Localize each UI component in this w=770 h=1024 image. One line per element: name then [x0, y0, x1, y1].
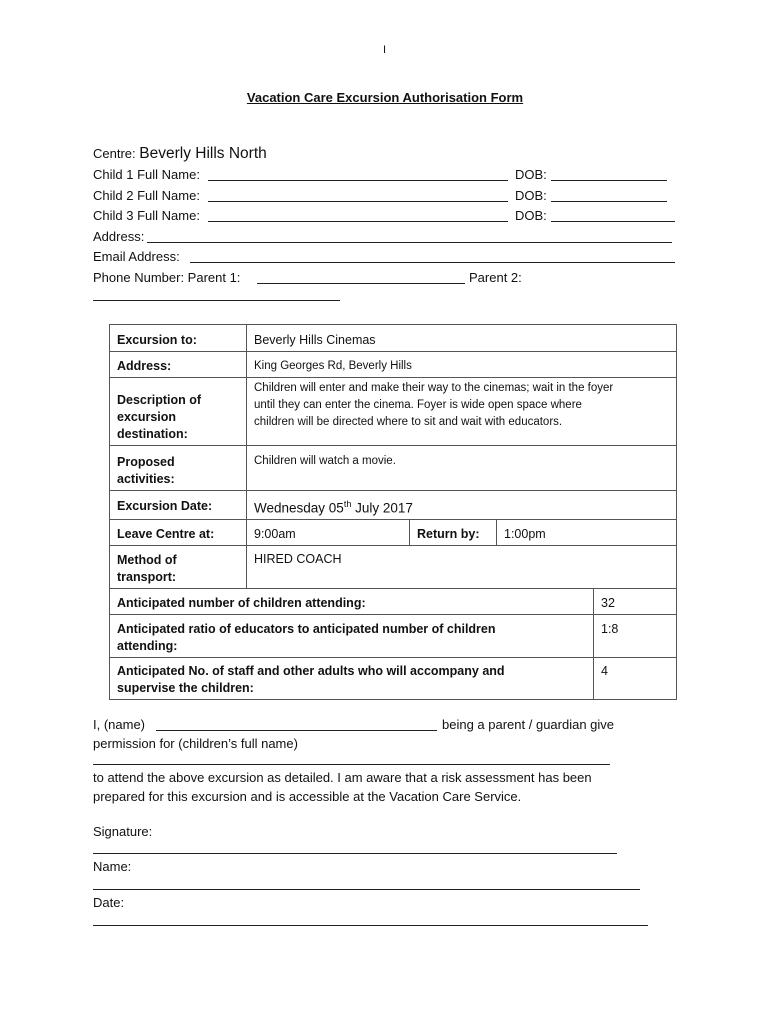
description-label-line: Description of — [117, 393, 202, 407]
transport-label-line: transport: — [117, 569, 177, 584]
child3-field[interactable] — [208, 221, 508, 222]
signature-field[interactable] — [93, 853, 617, 854]
table-row — [110, 588, 677, 614]
ratio-label-line: Anticipated ratio of educators to anticipated number of children — [117, 621, 496, 636]
table-row — [110, 325, 677, 352]
leave-centre-label: Leave Centre at: — [110, 519, 247, 545]
address-row-label: Address: — [110, 352, 247, 378]
address-field[interactable] — [147, 242, 672, 243]
name-field[interactable] — [93, 889, 640, 890]
table-row — [110, 352, 677, 378]
consent-attend-line1: to attend the above excursion as detailed. I am aware that a risk assessment has been — [93, 770, 592, 785]
child2-label: Child 2 Full Name: — [93, 188, 200, 203]
ratio-label-line: attending: — [117, 638, 178, 653]
table-row — [110, 378, 677, 446]
consent-attend-line2: prepared for this excursion and is accessible at the Vacation Care Service. — [93, 789, 522, 804]
description-label-line: destination: — [117, 427, 188, 441]
date-label: Date: — [93, 895, 125, 910]
activities-label — [110, 446, 247, 491]
excursion-to-label: Excursion to: — [110, 325, 247, 352]
date-suffix: th — [343, 499, 352, 509]
child1-dob-field[interactable] — [551, 180, 667, 181]
child2-dob-label: DOB: — [515, 188, 547, 203]
consent-name-label: I, (name) — [93, 717, 146, 732]
table-row — [110, 657, 677, 699]
address-label: Address: — [93, 229, 145, 244]
excursion-date-label: Excursion Date: — [110, 491, 247, 520]
child1-field[interactable] — [208, 180, 508, 181]
date-day: Wednesday 05 — [254, 500, 344, 516]
staff-label-line: Anticipated No. of staff and other adults who will accompany and — [117, 663, 505, 678]
child1-dob-label: DOB: — [515, 167, 547, 182]
child3-dob-field[interactable] — [551, 221, 675, 222]
centre-label: Centre: — [93, 146, 136, 161]
name-label: Name: — [93, 859, 132, 874]
transport-label-line: Method of — [117, 552, 177, 567]
excursion-details-table — [109, 324, 677, 700]
description-label-line: excursion — [117, 410, 177, 424]
date-field[interactable] — [93, 925, 648, 926]
email-label: Email Address: — [93, 249, 180, 264]
return-by-value: 1:00pm — [497, 519, 677, 545]
leave-centre-value: 9:00am — [247, 519, 410, 545]
phone-parent2-field[interactable] — [93, 300, 340, 301]
table-row — [110, 446, 677, 491]
staff-label-line: supervise the children: — [117, 680, 254, 695]
ratio-value: 1:8 — [594, 614, 677, 657]
address-row-value: King Georges Rd, Beverly Hills — [247, 352, 677, 378]
description-value — [247, 378, 677, 446]
description-line: children will be directed where to sit and wait with educators. — [254, 416, 563, 428]
phone-parent1-label: Phone Number: Parent 1: — [93, 270, 241, 285]
email-field[interactable] — [190, 262, 675, 263]
excursion-date-value — [247, 491, 677, 520]
excursion-to-value: Beverly Hills Cinemas — [247, 325, 677, 352]
form-title: Vacation Care Excursion Authorisation Form — [246, 90, 524, 105]
child1-label: Child 1 Full Name: — [93, 167, 200, 182]
children-attending-value: 32 — [594, 588, 677, 614]
child2-field[interactable] — [208, 201, 508, 202]
signature-label: Signature: — [93, 824, 153, 839]
staff-value: 4 — [594, 657, 677, 699]
centre-value: Beverly Hills North — [139, 145, 267, 162]
transport-label — [110, 545, 247, 588]
consent-permission-text: permission for (children’s full name) — [93, 736, 298, 751]
centre-row — [93, 145, 267, 163]
phone-parent2-label: Parent 2: — [469, 270, 522, 285]
table-row — [110, 519, 677, 545]
consent-being-text: being a parent / guardian give — [442, 717, 615, 732]
phone-parent1-field[interactable] — [257, 283, 465, 284]
child3-dob-label: DOB: — [515, 208, 547, 223]
transport-value: HIRED COACH — [247, 545, 677, 588]
ratio-label — [110, 614, 594, 657]
child2-dob-field[interactable] — [551, 201, 667, 202]
description-line: Children will enter and make their way to the cinemas; wait in the foyer — [254, 382, 614, 394]
table-row — [110, 491, 677, 520]
children-attending-label: Anticipated number of children attending: — [110, 588, 594, 614]
page-number: I — [383, 44, 387, 56]
table-row — [110, 614, 677, 657]
description-label — [110, 378, 247, 446]
guardian-name-field[interactable] — [156, 730, 437, 731]
activities-label-line: Proposed — [117, 455, 175, 469]
child3-label: Child 3 Full Name: — [93, 208, 200, 223]
date-month-year: July 2017 — [351, 500, 413, 516]
activities-value: Children will watch a movie. — [247, 446, 677, 491]
return-by-label: Return by: — [410, 519, 497, 545]
table-row — [110, 545, 677, 588]
children-names-field[interactable] — [93, 764, 610, 765]
staff-label — [110, 657, 594, 699]
description-line: until they can enter the cinema. Foyer is wide open space where — [254, 399, 582, 411]
activities-label-line: activities: — [117, 472, 175, 486]
